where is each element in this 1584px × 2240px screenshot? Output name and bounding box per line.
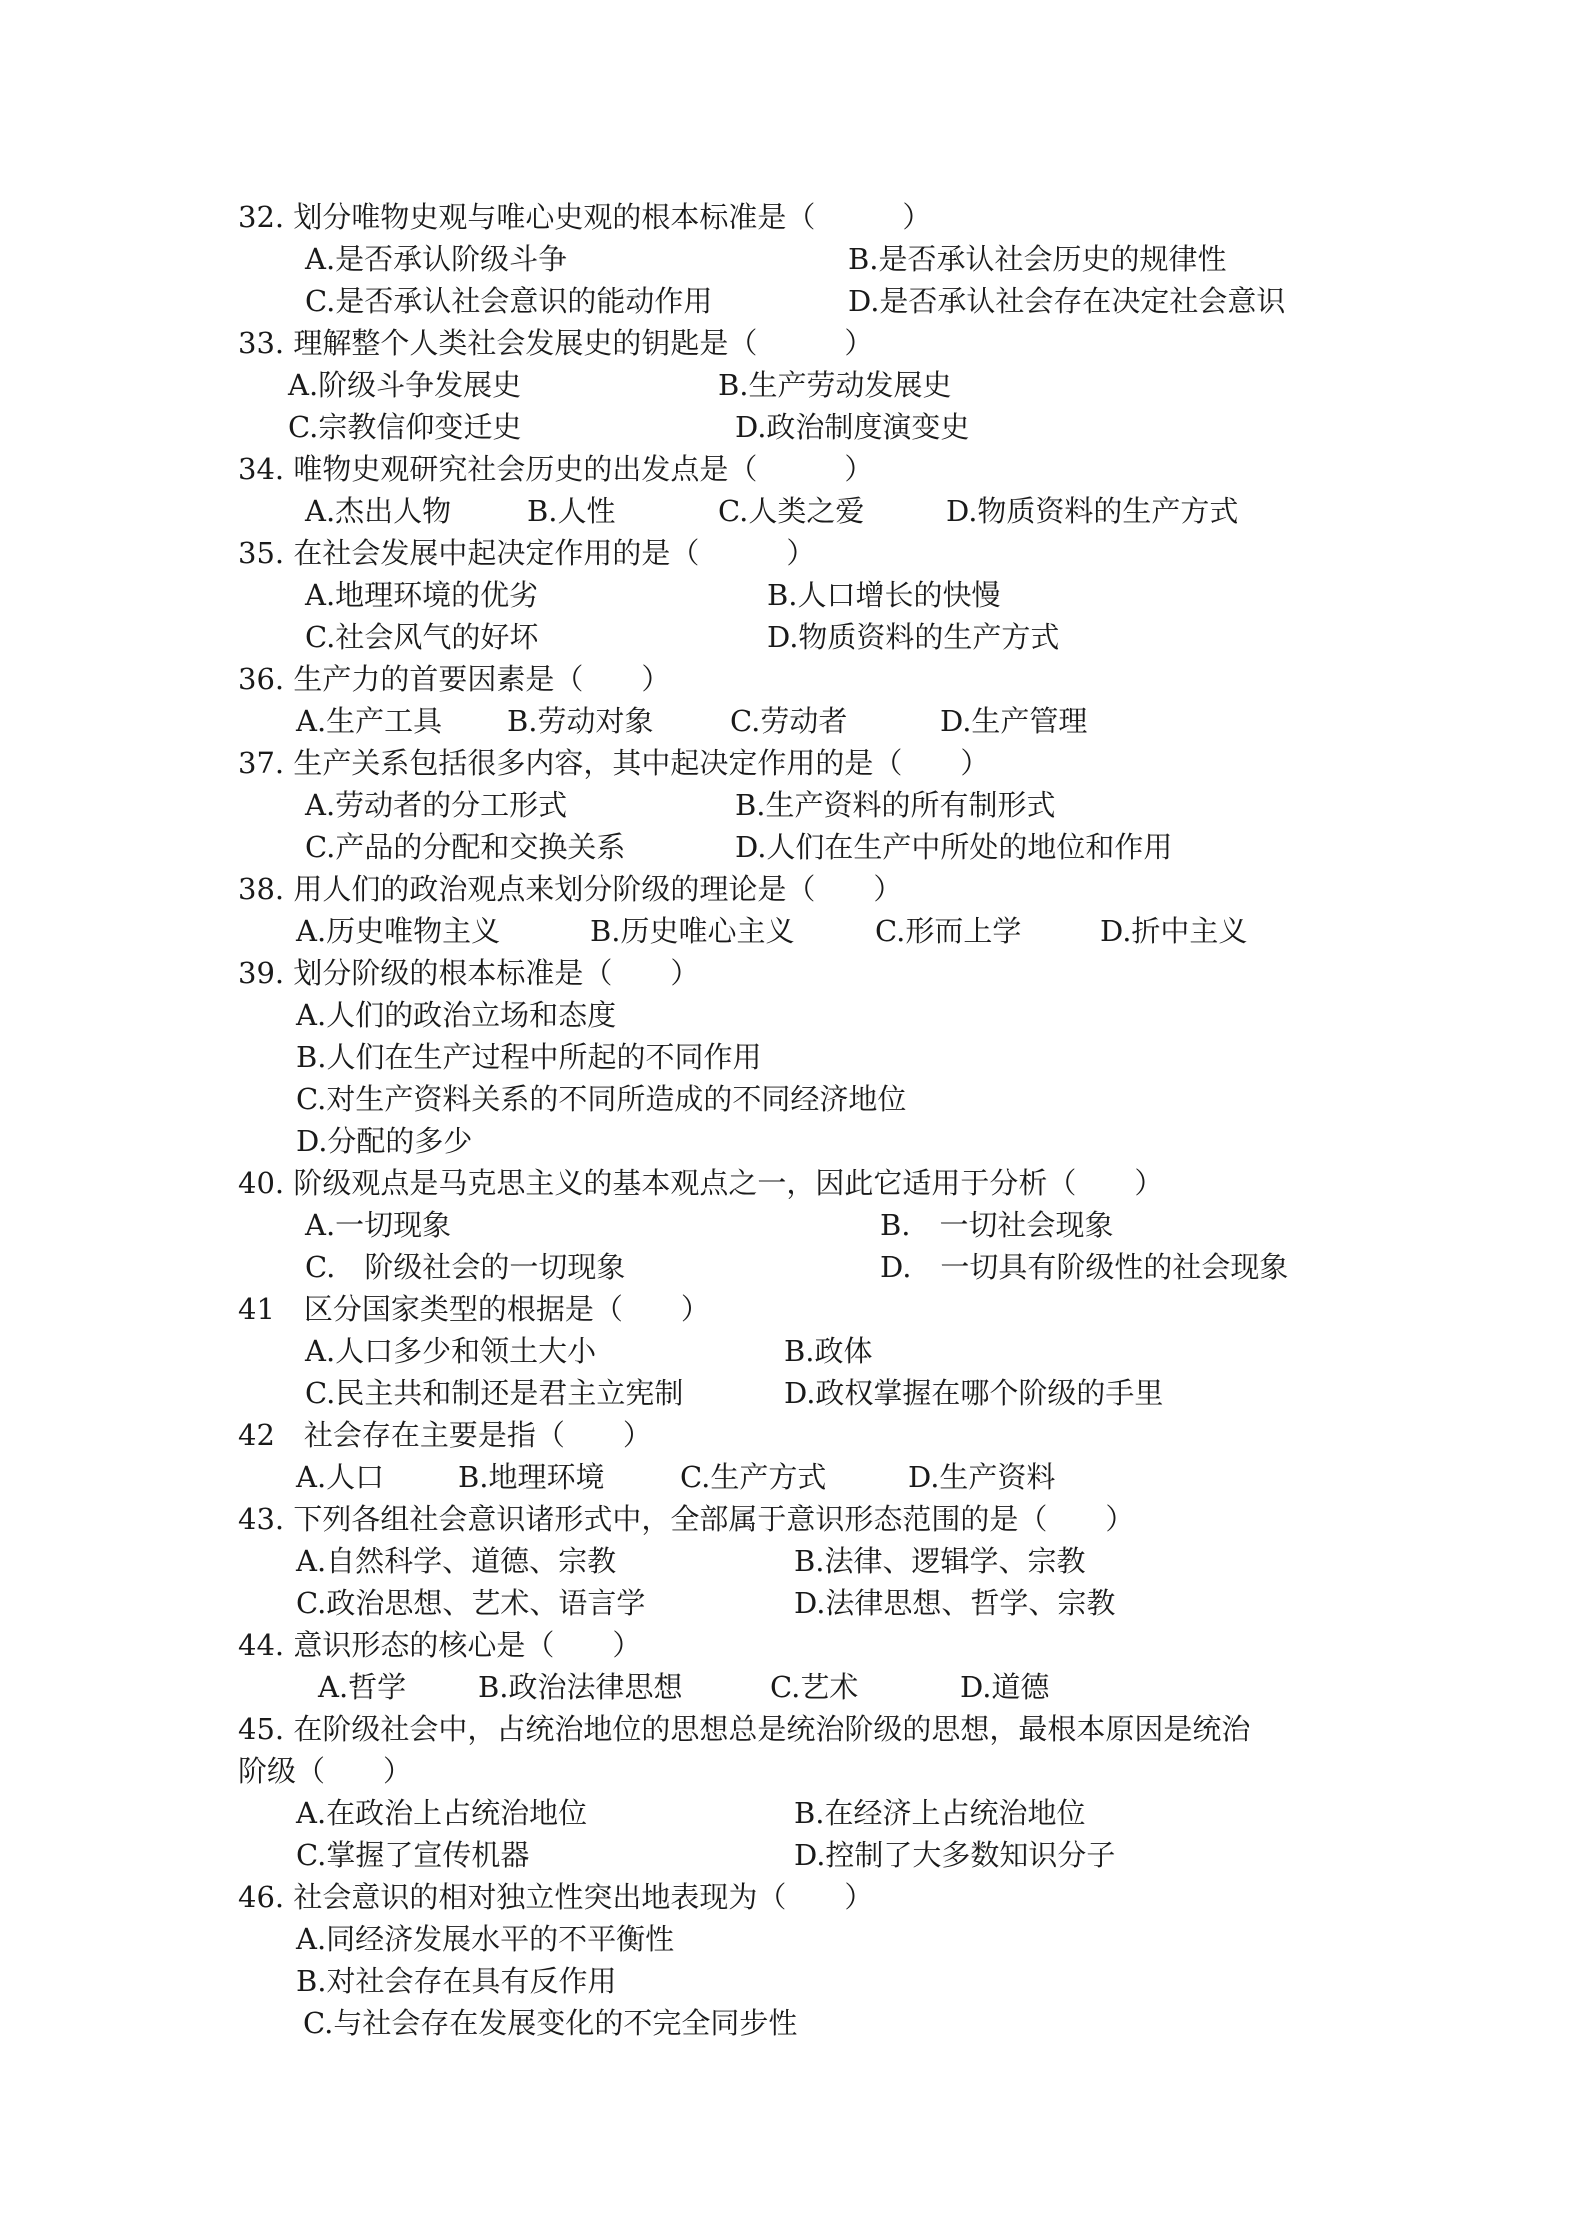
question-stem: 42 社会存在主要是指（ ） [238, 1418, 652, 1452]
question-line [0, 1961, 1584, 2003]
option-d: D.物质资料的生产方式 [946, 494, 1239, 528]
option-a: A.地理环境的优劣 [305, 578, 539, 612]
question-line [0, 407, 1584, 449]
option-c: C.人类之爱 [718, 494, 865, 528]
option-d: D.道德 [960, 1670, 1050, 1704]
question-line [0, 1667, 1584, 1709]
question-line [0, 1835, 1584, 1877]
option-c: C.形而上学 [875, 914, 1022, 948]
question-line [0, 1289, 1584, 1331]
option-c: C.生产方式 [680, 1460, 827, 1494]
option-b: B.人口增长的快慢 [767, 578, 1001, 612]
option-b: B.人性 [527, 494, 616, 528]
question-stem: 35. 在社会发展中起决定作用的是（ ） [238, 536, 816, 570]
question-line [0, 701, 1584, 743]
option-d: D. 一切具有阶级性的社会现象 [880, 1250, 1289, 1284]
option-c: C.政治思想、艺术、语言学 [296, 1586, 646, 1620]
option-b: B.政治法律思想 [478, 1670, 683, 1704]
question-stem: 43. 下列各组社会意识诸形式中，全部属于意识形态范围的是（ ） [238, 1502, 1135, 1536]
option-b: B.在经济上占统治地位 [794, 1796, 1086, 1830]
question-line [0, 743, 1584, 785]
option-d: D.折中主义 [1100, 914, 1248, 948]
option-b: B.是否承认社会历史的规律性 [848, 242, 1227, 276]
question-stem-continuation: 阶级（ ） [238, 1754, 413, 1788]
option-a: A.人们的政治立场和态度 [296, 998, 617, 1032]
question-line [0, 1877, 1584, 1919]
question-line [0, 323, 1584, 365]
question-line [0, 1163, 1584, 1205]
question-line [0, 491, 1584, 533]
question-line [0, 239, 1584, 281]
option-a: A.杰出人物 [305, 494, 452, 528]
option-c: C.艺术 [770, 1670, 859, 1704]
option-a: A.历史唯物主义 [296, 914, 501, 948]
question-line [0, 911, 1584, 953]
option-a: A.人口 [296, 1460, 385, 1494]
question-line [0, 1205, 1584, 1247]
question-stem: 41 区分国家类型的根据是（ ） [238, 1292, 710, 1326]
option-c: C.宗教信仰变迁史 [288, 410, 522, 444]
option-b: B.生产资料的所有制形式 [735, 788, 1056, 822]
question-line [0, 533, 1584, 575]
question-line [0, 197, 1584, 239]
option-c: C.社会风气的好坏 [305, 620, 539, 654]
question-stem: 37. 生产关系包括很多内容，其中起决定作用的是（ ） [238, 746, 990, 780]
option-a: A.人口多少和领土大小 [305, 1334, 597, 1368]
option-a: A.哲学 [318, 1670, 407, 1704]
option-b: B.劳动对象 [507, 704, 654, 738]
question-stem: 32. 划分唯物史观与唯心史观的根本标准是（ ） [238, 200, 932, 234]
question-line [0, 1331, 1584, 1373]
option-c: C. 阶级社会的一切现象 [305, 1250, 626, 1284]
question-line [0, 1541, 1584, 1583]
option-a: A.一切现象 [305, 1208, 452, 1242]
question-line [0, 995, 1584, 1037]
option-d: D.政治制度演变史 [735, 410, 970, 444]
option-a: A.在政治上占统治地位 [296, 1796, 588, 1830]
option-d: D.分配的多少 [296, 1124, 473, 1158]
option-b: B.生产劳动发展史 [718, 368, 952, 402]
question-line [0, 1793, 1584, 1835]
option-b: B.人们在生产过程中所起的不同作用 [296, 1040, 762, 1074]
question-stem: 39. 划分阶级的根本标准是（ ） [238, 956, 700, 990]
question-stem: 38. 用人们的政治观点来划分阶级的理论是（ ） [238, 872, 903, 906]
option-b: B.历史唯心主义 [590, 914, 795, 948]
question-line [0, 2003, 1584, 2045]
option-d: D.物质资料的生产方式 [767, 620, 1060, 654]
option-c: C.民主共和制还是君主立宪制 [305, 1376, 684, 1410]
question-line [0, 617, 1584, 659]
option-d: D.控制了大多数知识分子 [794, 1838, 1116, 1872]
question-line [0, 575, 1584, 617]
option-b: B.对社会存在具有反作用 [296, 1964, 617, 1998]
question-stem: 40. 阶级观点是马克思主义的基本观点之一，因此它适用于分析（ ） [238, 1166, 1164, 1200]
question-line [0, 365, 1584, 407]
question-line [0, 869, 1584, 911]
option-d: D.人们在生产中所处的地位和作用 [735, 830, 1173, 864]
question-line [0, 1037, 1584, 1079]
question-line [0, 953, 1584, 995]
question-stem: 36. 生产力的首要因素是（ ） [238, 662, 671, 696]
option-c: C.产品的分配和交换关系 [305, 830, 626, 864]
question-line [0, 1121, 1584, 1163]
option-b: B.法律、逻辑学、宗教 [794, 1544, 1086, 1578]
question-line [0, 1709, 1584, 1751]
question-line [0, 1499, 1584, 1541]
option-d: D.生产管理 [940, 704, 1088, 738]
question-line [0, 659, 1584, 701]
question-line [0, 1079, 1584, 1121]
question-line [0, 827, 1584, 869]
option-c: C.与社会存在发展变化的不完全同步性 [303, 2006, 798, 2040]
option-a: A.生产工具 [296, 704, 443, 738]
question-stem: 46. 社会意识的相对独立性突出地表现为（ ） [238, 1880, 874, 1914]
option-d: D.是否承认社会存在决定社会意识 [848, 284, 1286, 318]
option-c: C.对生产资料关系的不同所造成的不同经济地位 [296, 1082, 907, 1116]
option-a: A.阶级斗争发展史 [288, 368, 522, 402]
question-line [0, 281, 1584, 323]
question-line [0, 1247, 1584, 1289]
option-b: B.政体 [784, 1334, 873, 1368]
question-line [0, 449, 1584, 491]
question-line [0, 1373, 1584, 1415]
option-d: D.生产资料 [908, 1460, 1056, 1494]
option-b: B. 一切社会现象 [880, 1208, 1114, 1242]
option-c: C.劳动者 [730, 704, 848, 738]
question-line [0, 1415, 1584, 1457]
question-line [0, 1583, 1584, 1625]
question-line [0, 1751, 1584, 1793]
option-a: A.是否承认阶级斗争 [305, 242, 568, 276]
question-line [0, 1457, 1584, 1499]
question-stem: 33. 理解整个人类社会发展史的钥匙是（ ） [238, 326, 874, 360]
option-b: B.地理环境 [458, 1460, 605, 1494]
option-d: D.政权掌握在哪个阶级的手里 [784, 1376, 1164, 1410]
option-c: C.掌握了宣传机器 [296, 1838, 530, 1872]
question-line [0, 785, 1584, 827]
option-d: D.法律思想、哲学、宗教 [794, 1586, 1116, 1620]
option-a: A.劳动者的分工形式 [305, 788, 568, 822]
question-line [0, 1625, 1584, 1667]
question-stem: 34. 唯物史观研究社会历史的出发点是（ ） [238, 452, 874, 486]
question-stem: 45. 在阶级社会中，占统治地位的思想总是统治阶级的思想，最根本原因是统治 [238, 1712, 1251, 1746]
question-line [0, 1919, 1584, 1961]
option-a: A.同经济发展水平的不平衡性 [296, 1922, 675, 1956]
option-a: A.自然科学、道德、宗教 [296, 1544, 617, 1578]
question-stem: 44. 意识形态的核心是（ ） [238, 1628, 642, 1662]
option-c: C.是否承认社会意识的能动作用 [305, 284, 713, 318]
